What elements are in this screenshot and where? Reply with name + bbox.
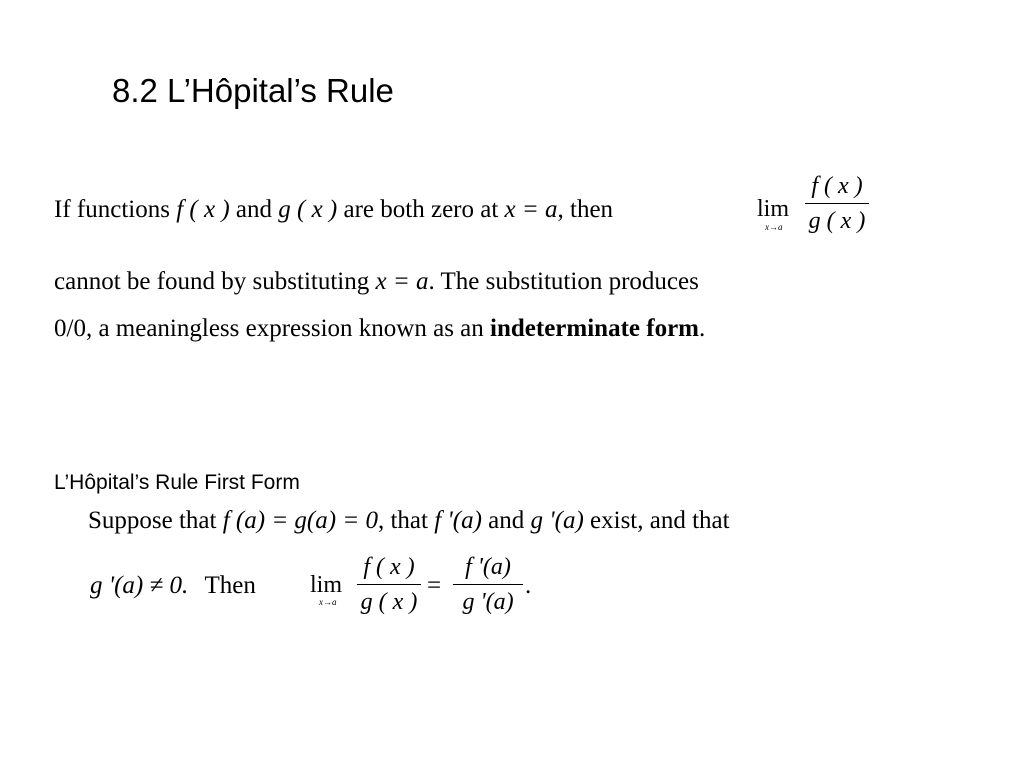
- ff-prefix: Suppose that: [88, 507, 223, 534]
- g-of-x: g ( x ): [278, 196, 338, 223]
- intro-line-3: [54, 315, 705, 343]
- intro-fraction: [805, 172, 869, 235]
- x-equals-a-2: x = a: [375, 268, 429, 295]
- intro-line-1: [54, 196, 613, 224]
- ff-lim-subscript: x→a: [319, 597, 337, 607]
- first-form-line-1: [88, 507, 730, 535]
- intro-line-2: [54, 268, 699, 296]
- ff-and: and: [481, 507, 531, 534]
- ff-rhs-denominator: g '(a): [462, 589, 514, 615]
- ff-period: .: [525, 572, 532, 599]
- intro-line3-suffix: .: [699, 315, 706, 342]
- fraction-bar: [805, 203, 869, 204]
- section-heading: L’Hôpital’s Rule First Form: [54, 471, 300, 494]
- intro-and: and: [229, 196, 279, 223]
- ff-lhs-fraction: [357, 553, 421, 616]
- intro-fraction-numerator: f ( x ): [811, 173, 863, 199]
- x-equals-a: x = a: [504, 196, 558, 223]
- intro-line2-suffix: . The substitution produces: [428, 268, 699, 295]
- ff-fprime: f '(a): [434, 507, 482, 534]
- ff-gprime: g '(a): [530, 507, 584, 534]
- f-of-x: f ( x ): [176, 196, 230, 223]
- ff-equals: =: [427, 572, 442, 599]
- ff-rhs-numerator: f '(a): [465, 554, 511, 580]
- intro-lim-subscript: x→a: [765, 222, 783, 232]
- intro-fraction-denominator: g ( x ): [808, 208, 866, 234]
- intro-middle: are both zero at: [337, 196, 505, 223]
- ff-rhs-fraction: [453, 553, 523, 616]
- page-title: 8.2 L’Hôpital’s Rule: [112, 72, 394, 109]
- first-form-line-2: [90, 572, 256, 600]
- ff-lhs-denominator: g ( x ): [360, 589, 418, 615]
- ff-lhs-numerator: f ( x ): [363, 554, 415, 580]
- intro-line2-prefix: cannot be found by substituting: [54, 268, 376, 295]
- ff-then: Then: [204, 572, 256, 599]
- fraction-bar: [453, 584, 523, 585]
- ff-suffix: exist, and that: [583, 507, 730, 534]
- ff-lim: lim: [310, 572, 343, 598]
- indeterminate-form-term: indeterminate form: [490, 315, 699, 342]
- fraction-bar: [357, 584, 421, 585]
- intro-line3-prefix: 0/0, a meaningless expression known as an: [54, 315, 491, 342]
- ff-zero-expr: f (a) = g(a) = 0: [222, 507, 378, 534]
- intro-lim: lim: [757, 196, 790, 222]
- ff-middle: , that: [377, 507, 435, 534]
- intro-prefix: If functions: [54, 196, 177, 223]
- intro-then: , then: [557, 196, 614, 223]
- ff-nonzero-cond: g '(a) ≠ 0.: [90, 572, 189, 599]
